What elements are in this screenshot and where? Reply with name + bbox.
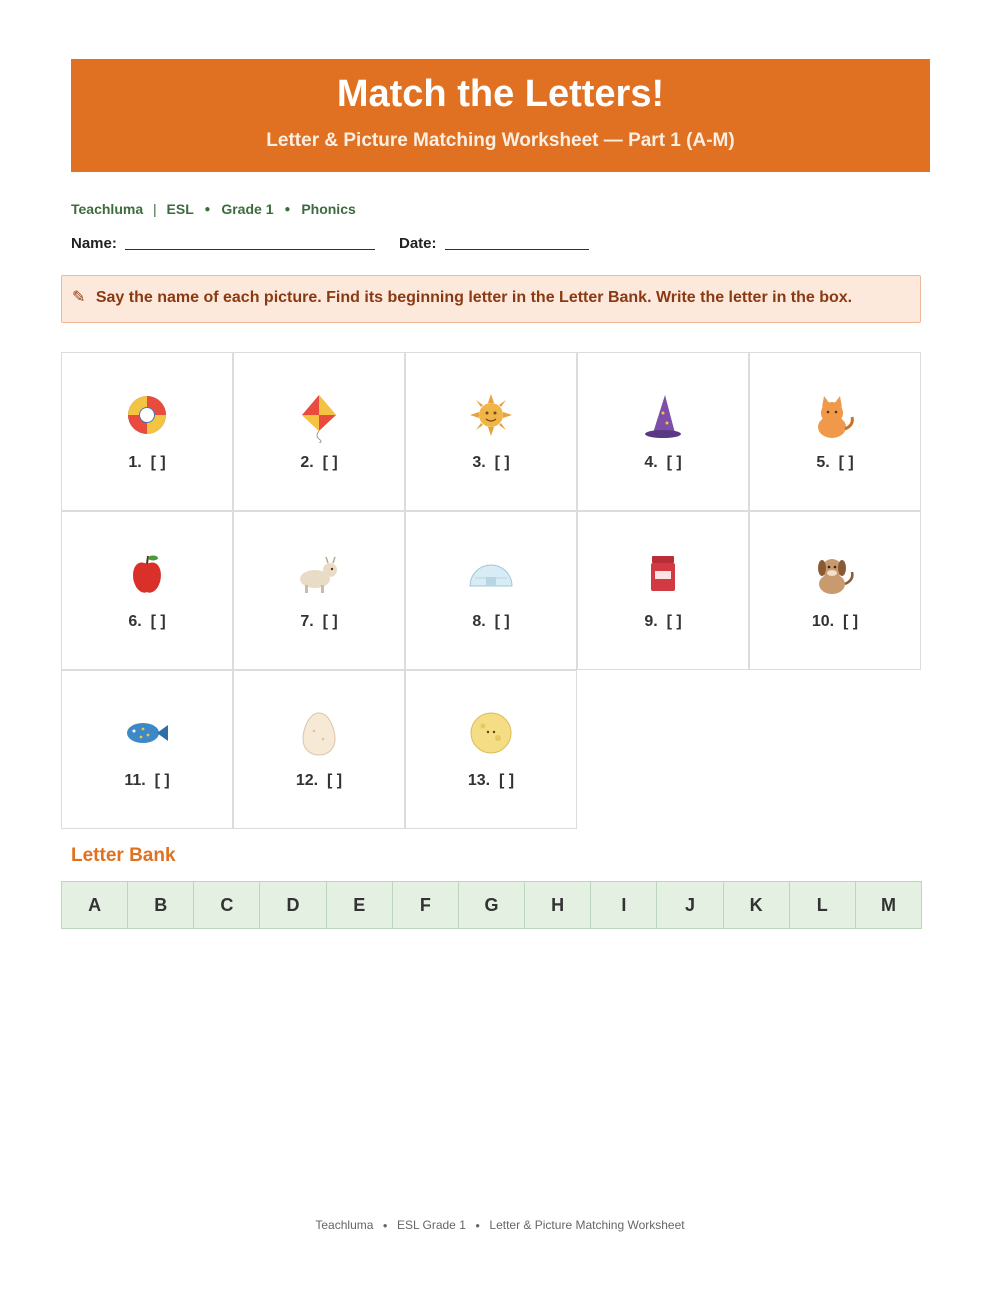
kite-icon bbox=[297, 393, 341, 443]
letter-bank-cell: H bbox=[525, 882, 591, 928]
item-number: 1. bbox=[128, 454, 142, 471]
answer-box[interactable]: [ ] bbox=[499, 772, 515, 789]
date-label: Date: bbox=[399, 235, 437, 252]
item-number: 2. bbox=[300, 454, 314, 471]
footer-doc: Letter & Picture Matching Worksheet bbox=[489, 1218, 685, 1232]
item-number: 13. bbox=[467, 772, 491, 789]
brand-name: Teachluma bbox=[71, 201, 144, 217]
sun-icon bbox=[469, 393, 513, 437]
answer-box[interactable]: [ ] bbox=[494, 613, 510, 630]
egg-icon bbox=[299, 711, 339, 757]
bullet-icon: ● bbox=[204, 204, 211, 215]
letter-bank-cell: I bbox=[591, 882, 657, 928]
item-number: 12. bbox=[295, 772, 319, 789]
jam-jar-icon bbox=[643, 552, 683, 596]
answer-box[interactable]: [ ] bbox=[838, 454, 854, 471]
letter-bank bbox=[61, 881, 922, 929]
item-number: 9. bbox=[644, 613, 658, 630]
name-label: Name: bbox=[71, 235, 117, 252]
moon-icon bbox=[469, 711, 513, 755]
picture-item bbox=[405, 352, 577, 511]
name-date-row bbox=[71, 235, 437, 252]
picture-item bbox=[577, 511, 749, 670]
meta-line bbox=[71, 201, 356, 217]
meta-separator: | bbox=[153, 201, 157, 217]
item-number: 5. bbox=[816, 454, 830, 471]
bullet-icon: ● bbox=[475, 1221, 481, 1230]
header-banner bbox=[71, 59, 930, 172]
footer-course: ESL Grade 1 bbox=[396, 1218, 466, 1232]
worksheet-subtitle: Letter & Picture Matching Worksheet — Part 1 (A-M) bbox=[266, 130, 735, 151]
page-footer bbox=[0, 1218, 1000, 1232]
picture-item bbox=[405, 670, 577, 829]
answer-box[interactable]: [ ] bbox=[322, 454, 338, 471]
letter-bank-cell: M bbox=[856, 882, 921, 928]
lifebuoy-icon bbox=[125, 393, 169, 437]
item-number: 10. bbox=[811, 613, 835, 630]
date-field[interactable] bbox=[445, 236, 589, 250]
pencil-icon: ✎ bbox=[72, 289, 86, 306]
igloo-icon bbox=[467, 552, 515, 596]
picture-item bbox=[61, 511, 233, 670]
dog-icon bbox=[812, 552, 858, 596]
letter-bank-cell: D bbox=[260, 882, 326, 928]
item-number: 8. bbox=[472, 613, 486, 630]
picture-item bbox=[233, 511, 405, 670]
item-number: 7. bbox=[300, 613, 314, 630]
letter-bank-cell: C bbox=[194, 882, 260, 928]
answer-box[interactable]: [ ] bbox=[494, 454, 510, 471]
item-number: 11. bbox=[124, 772, 146, 789]
item-number: 4. bbox=[644, 454, 658, 471]
bullet-icon: ● bbox=[284, 204, 291, 215]
topic: Phonics bbox=[301, 201, 356, 217]
footer-brand: Teachluma bbox=[315, 1218, 374, 1232]
answer-box[interactable]: [ ] bbox=[666, 454, 682, 471]
item-number: 3. bbox=[472, 454, 486, 471]
picture-item bbox=[577, 352, 749, 511]
picture-item bbox=[405, 511, 577, 670]
cat-icon bbox=[812, 393, 858, 441]
picture-item bbox=[749, 511, 921, 670]
answer-box[interactable]: [ ] bbox=[150, 613, 166, 630]
apple-icon bbox=[127, 552, 167, 596]
grade: Grade 1 bbox=[221, 201, 274, 217]
letter-bank-cell: G bbox=[459, 882, 525, 928]
letter-bank-cell: B bbox=[128, 882, 194, 928]
bullet-icon: ● bbox=[382, 1221, 388, 1230]
letter-bank-cell: A bbox=[62, 882, 128, 928]
letter-bank-cell: E bbox=[327, 882, 393, 928]
goat-icon bbox=[295, 552, 343, 596]
picture-item bbox=[749, 352, 921, 511]
picture-item bbox=[61, 352, 233, 511]
name-field[interactable] bbox=[125, 236, 375, 250]
letter-bank-cell: F bbox=[393, 882, 459, 928]
answer-box[interactable]: [ ] bbox=[154, 772, 170, 789]
letter-bank-cell: L bbox=[790, 882, 856, 928]
instructions-box bbox=[61, 275, 921, 323]
answer-box[interactable]: [ ] bbox=[327, 772, 343, 789]
answer-box[interactable]: [ ] bbox=[322, 613, 338, 630]
answer-box[interactable]: [ ] bbox=[150, 454, 166, 471]
letter-bank-cell: J bbox=[657, 882, 723, 928]
letter-bank-title: Letter Bank bbox=[71, 845, 176, 866]
answer-box[interactable]: [ ] bbox=[666, 613, 682, 630]
worksheet-title: Match the Letters! bbox=[336, 73, 665, 115]
instructions-text: Say the name of each picture. Find its beginning letter in the Letter Bank. Write the letter in the box. bbox=[95, 289, 853, 306]
answer-box[interactable]: [ ] bbox=[843, 613, 859, 630]
picture-item bbox=[233, 670, 405, 829]
letter-bank-cell: K bbox=[724, 882, 790, 928]
fish-icon bbox=[123, 711, 171, 755]
picture-item bbox=[61, 670, 233, 829]
item-number: 6. bbox=[128, 613, 142, 630]
subject: ESL bbox=[166, 201, 194, 217]
wizard-hat-icon bbox=[641, 393, 685, 441]
picture-item bbox=[233, 352, 405, 511]
